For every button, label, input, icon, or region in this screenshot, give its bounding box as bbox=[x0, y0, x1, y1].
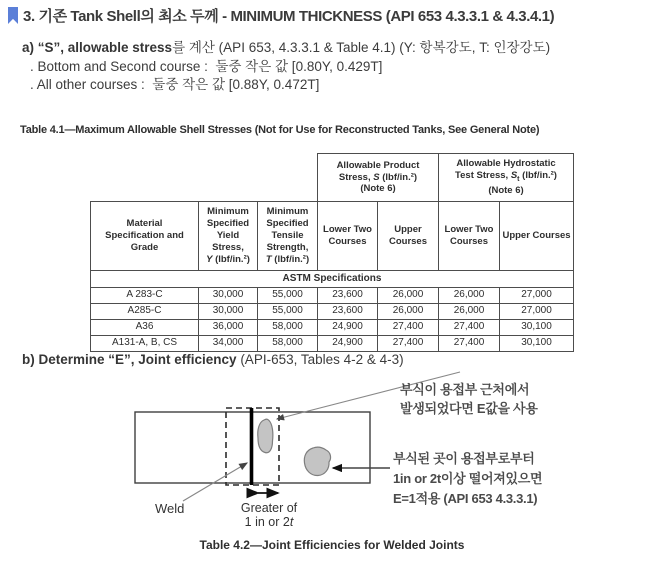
page-header bbox=[8, 5, 648, 26]
section-b-heading-rest: (API-653, Tables 4-2 & 4-3) bbox=[236, 352, 404, 367]
table-cell: A36 bbox=[91, 320, 199, 336]
table-cell: 26,000 bbox=[439, 304, 500, 320]
table-band-spacer bbox=[91, 154, 318, 202]
section-a-heading-rest: 를 계산 (API 653, 4.3.3.1 & Table 4.1) (Y: 항복강도, T: 인장강도) bbox=[172, 40, 551, 55]
table-cell: 30,000 bbox=[199, 304, 258, 320]
table41-clipped-region bbox=[90, 153, 574, 349]
table-cell: 27,400 bbox=[439, 320, 500, 336]
table-cell: 27,000 bbox=[500, 288, 574, 304]
table-group-row bbox=[91, 271, 574, 288]
table-cell: 27,400 bbox=[378, 320, 439, 336]
table-cell: 23,600 bbox=[318, 304, 378, 320]
table-cell: 26,000 bbox=[378, 288, 439, 304]
corrosion-blob-near-weld bbox=[258, 419, 273, 453]
table-cell: 36,000 bbox=[199, 320, 258, 336]
table-cell: 26,000 bbox=[378, 304, 439, 320]
table-row bbox=[91, 288, 574, 304]
table41-caption: Table 4.1—Maximum Allowable Shell Stresses (Not for Use for Reconstructed Tanks, See General Note) bbox=[20, 124, 540, 136]
section-a-heading bbox=[22, 36, 550, 56]
table-cell: 24,900 bbox=[318, 320, 378, 336]
table-header-row bbox=[91, 202, 574, 271]
note-corrosion-near-weld: 부식이 용접부 근처에서 발생되었다면 E값을 사용 bbox=[400, 382, 538, 416]
header-lower-two-courses-product: Lower Two Courses bbox=[318, 202, 378, 271]
table-cell: 24,900 bbox=[318, 336, 378, 352]
diagram-drawing bbox=[0, 370, 652, 538]
table-cell: 23,600 bbox=[318, 288, 378, 304]
table42-caption: Table 4.2—Joint Efficiencies for Welded Joints bbox=[199, 538, 465, 552]
band-allowable-product-stress: Allowable Product Stress, S (lbf/in.²) (Note 6) bbox=[318, 154, 439, 202]
section-b-heading-bold: b) Determine “E”, Joint efficiency bbox=[22, 352, 237, 367]
table-cell: A131-A, B, CS bbox=[91, 336, 199, 352]
table-cell: 26,000 bbox=[439, 288, 500, 304]
table-cell: 55,000 bbox=[258, 288, 318, 304]
header-upper-courses-product: Upper Courses bbox=[378, 202, 439, 271]
header-tensile-strength: Minimum Specified Tensile Strength, T (lbf/in.²) bbox=[258, 202, 318, 271]
table-cell: 27,400 bbox=[439, 336, 500, 352]
table-cell: A285-C bbox=[91, 304, 199, 320]
corrosion-blob-away bbox=[304, 447, 330, 475]
table-cell: 27,000 bbox=[500, 304, 574, 320]
section-b-heading bbox=[22, 352, 404, 367]
table-row bbox=[91, 320, 574, 336]
header-upper-courses-hydro: Upper Courses bbox=[500, 202, 574, 271]
page-title: 3. 기존 Tank Shell의 최소 두께 - MINIMUM THICKNESS (API 653 4.3.3.1 & 4.3.4.1) bbox=[23, 8, 555, 25]
header-material: Material Specification and Grade bbox=[91, 202, 199, 271]
table-row bbox=[91, 336, 574, 352]
weld-label: Weld bbox=[155, 501, 185, 516]
joint-efficiency-diagram bbox=[0, 370, 652, 538]
bookmark-icon bbox=[8, 7, 18, 24]
table-cell: A 283-C bbox=[91, 288, 199, 304]
bullet-all-other-courses: . All other courses : 둘중 작은 값 [0.88Y, 0.472T] bbox=[30, 77, 320, 92]
header-yield-stress: Minimum Specified Yield Stress, Y (lbf/in.²) bbox=[199, 202, 258, 271]
greater-of-label: Greater of 1 in or 2t bbox=[240, 501, 298, 529]
band-allowable-hydrostatic-stress: Allowable Hydrostatic Test Stress, $S_t$ (lbf/in.²) (Note 6) bbox=[439, 154, 574, 202]
section-a-heading-bold: a) “S”, allowable stress bbox=[22, 40, 173, 55]
table-cell: 55,000 bbox=[258, 304, 318, 320]
leader-weld-label bbox=[183, 463, 247, 501]
table-cell: 30,100 bbox=[500, 336, 574, 352]
table-cell: 34,000 bbox=[199, 336, 258, 352]
table-cell: 58,000 bbox=[258, 336, 318, 352]
table-cell: 30,100 bbox=[500, 320, 574, 336]
note-corrosion-away-from-weld: 부식된 곳이 용접부로부터 1in or 2t이상 떨어져있으면 E=1적용 (API 653 4.3.3.1) bbox=[393, 451, 543, 506]
table-row bbox=[91, 304, 574, 320]
table41 bbox=[90, 153, 574, 352]
table-cell: 27,400 bbox=[378, 336, 439, 352]
bullet-bottom-second-course: . Bottom and Second course : 둘중 작은 값 [0.80Y, 0.429T] bbox=[30, 59, 383, 74]
table-cell: 58,000 bbox=[258, 320, 318, 336]
table-band-row bbox=[91, 154, 574, 202]
table-cell: 30,000 bbox=[199, 288, 258, 304]
header-lower-two-courses-hydro: Lower Two Courses bbox=[439, 202, 500, 271]
group-astm-specifications: ASTM Specifications bbox=[91, 271, 574, 288]
